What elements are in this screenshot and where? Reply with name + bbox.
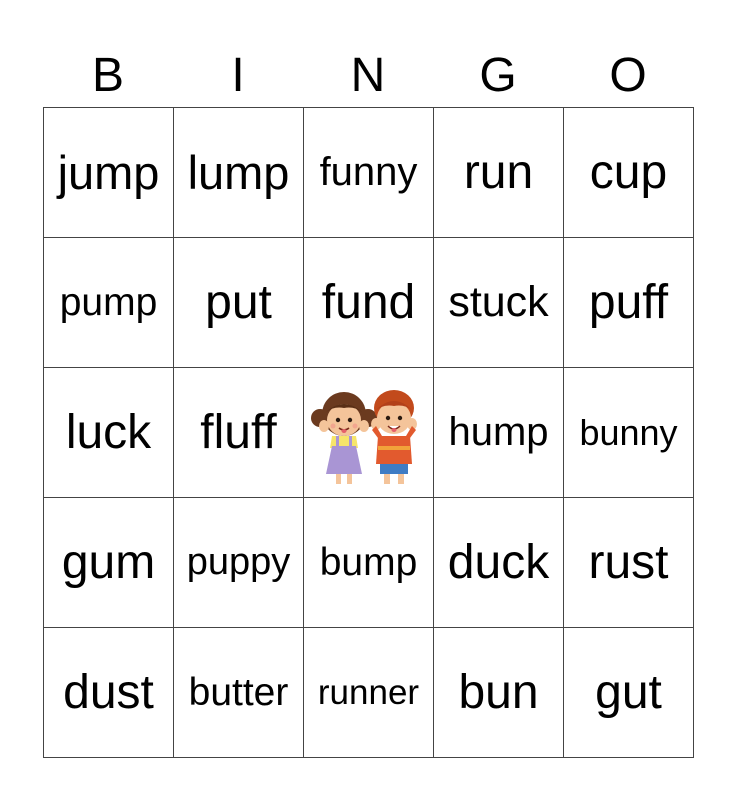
- cell-word: bunny: [579, 411, 678, 453]
- cell-word: pump: [59, 280, 158, 324]
- bingo-cell[interactable]: [434, 108, 564, 238]
- bingo-cell[interactable]: [564, 368, 694, 498]
- cell-word: put: [205, 276, 272, 329]
- bingo-cell[interactable]: [304, 238, 434, 368]
- cell-word: puff: [588, 276, 669, 329]
- bingo-cell[interactable]: [304, 628, 434, 758]
- bingo-cell[interactable]: [174, 368, 304, 498]
- cell-word: hump: [448, 410, 549, 454]
- cell-word: jump: [57, 146, 160, 199]
- bingo-cell[interactable]: [44, 238, 174, 368]
- bingo-header: [43, 46, 693, 106]
- header-letter-g: G: [479, 49, 517, 102]
- cell-word: duck: [447, 536, 550, 589]
- cell-word: stuck: [448, 278, 549, 326]
- bingo-cell[interactable]: [304, 498, 434, 628]
- bingo-cell[interactable]: [434, 628, 564, 758]
- cell-word: run: [463, 146, 534, 199]
- bingo-cell[interactable]: [174, 108, 304, 238]
- bingo-cell[interactable]: [44, 628, 174, 758]
- two-kids-making-faces-icon: [308, 374, 430, 492]
- cell-word: gum: [61, 536, 156, 589]
- cell-word: lump: [187, 146, 290, 199]
- header-letter-n: N: [350, 49, 386, 102]
- cell-word: fund: [321, 276, 416, 329]
- cell-word: dust: [63, 666, 154, 719]
- bingo-cell[interactable]: [564, 628, 694, 758]
- header-letter-o: O: [609, 49, 647, 102]
- cell-word: bump: [319, 540, 418, 584]
- cell-word: rust: [588, 536, 669, 589]
- cell-word: runner: [317, 672, 420, 712]
- bingo-cell[interactable]: [44, 368, 174, 498]
- bingo-cell[interactable]: [564, 498, 694, 628]
- bingo-cell[interactable]: [44, 498, 174, 628]
- bingo-board: [43, 107, 694, 758]
- bingo-cell[interactable]: [44, 108, 174, 238]
- bingo-cell[interactable]: [174, 628, 304, 758]
- cell-word: fluff: [200, 406, 277, 459]
- bingo-cell[interactable]: [564, 108, 694, 238]
- bingo-cell[interactable]: [174, 498, 304, 628]
- bingo-cell[interactable]: [174, 238, 304, 368]
- cell-word: bun: [458, 666, 539, 719]
- header-letter-b: B: [91, 49, 124, 102]
- bingo-cell[interactable]: [564, 238, 694, 368]
- header-letter-i: I: [231, 49, 245, 102]
- bingo-cell[interactable]: [434, 238, 564, 368]
- bingo-cell[interactable]: [304, 108, 434, 238]
- free-space-cell[interactable]: [304, 368, 434, 498]
- cell-word: cup: [589, 146, 668, 199]
- girl-figure: [311, 392, 377, 484]
- bingo-cell[interactable]: [434, 498, 564, 628]
- cell-word: puppy: [186, 541, 291, 583]
- cell-word: butter: [188, 670, 289, 714]
- bingo-cell[interactable]: [434, 368, 564, 498]
- cell-word: funny: [319, 150, 418, 194]
- cell-word: gut: [595, 666, 662, 719]
- cell-word: luck: [65, 406, 152, 459]
- boy-figure: [371, 390, 417, 484]
